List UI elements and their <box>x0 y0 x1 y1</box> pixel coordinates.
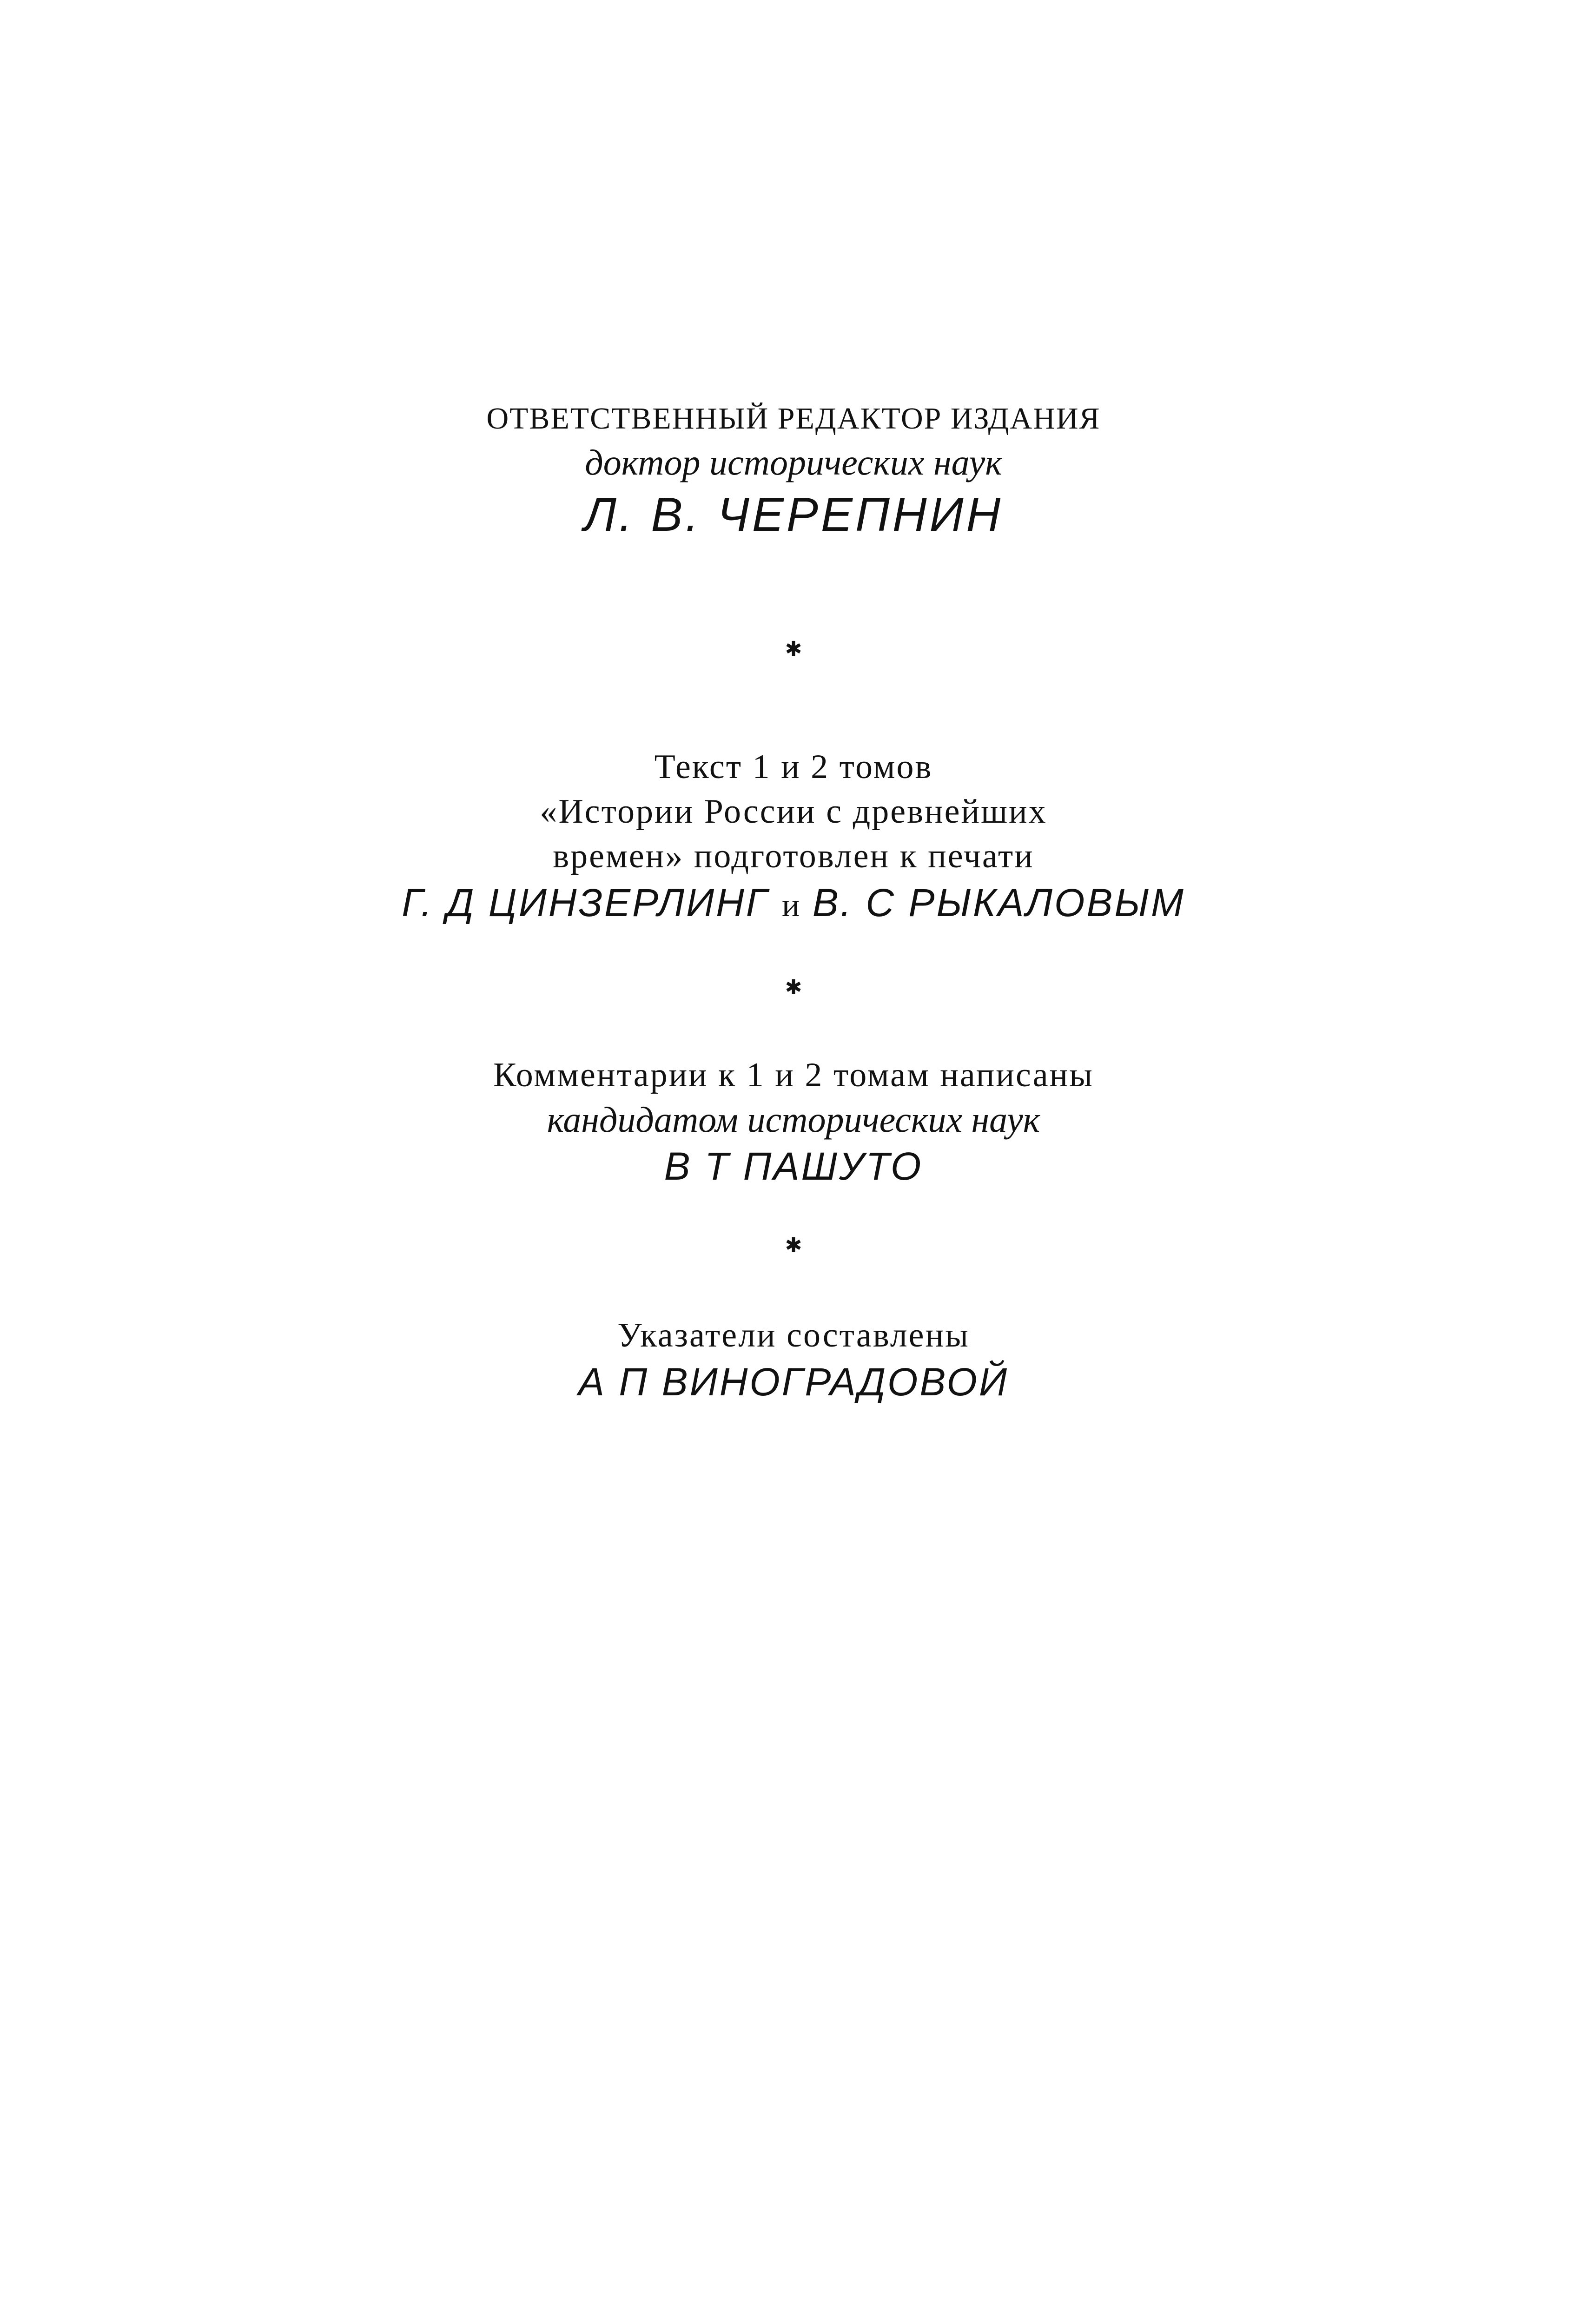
text-preparation-block <box>0 745 1587 929</box>
commentary-name: В Т ПАШУТО <box>664 1144 923 1188</box>
commentary-line-1: Комментарии к 1 и 2 томам написаны <box>493 1056 1094 1094</box>
commentary-degree: кандидатом исторических наук <box>547 1099 1040 1140</box>
indexes-block <box>0 1313 1587 1406</box>
editor-role: ОТВЕТСТВЕННЫЙ РЕДАКТОР ИЗДАНИЯ <box>486 402 1101 436</box>
editor-degree: доктор исторических наук <box>585 442 1002 482</box>
indexes-name: А П ВИНОГРАДОВОЙ <box>578 1360 1009 1404</box>
separator-1: ✱ <box>785 637 802 661</box>
text-prep-name-1: Г. Д ЦИНЗЕРЛИНГ <box>402 881 769 924</box>
separator-3: ✱ <box>785 1234 802 1257</box>
text-prep-line-3: времен» подготовлен к печати <box>553 837 1034 875</box>
editor-name: Л. В. ЧЕРЕПНИН <box>583 488 1004 541</box>
text-prep-name-2: В. С РЫКАЛОВЫМ <box>812 881 1185 924</box>
indexes-line-1: Указатели составлены <box>617 1316 970 1354</box>
text-prep-line-1: Текст 1 и 2 томов <box>654 748 933 786</box>
editor-block <box>0 397 1587 544</box>
text-prep-conjunction: и <box>781 886 800 924</box>
separator-2: ✱ <box>785 976 802 999</box>
commentary-block <box>0 1053 1587 1190</box>
text-prep-line-2: «Истории России с древнейших <box>540 792 1047 831</box>
text-prep-names <box>0 878 1587 929</box>
